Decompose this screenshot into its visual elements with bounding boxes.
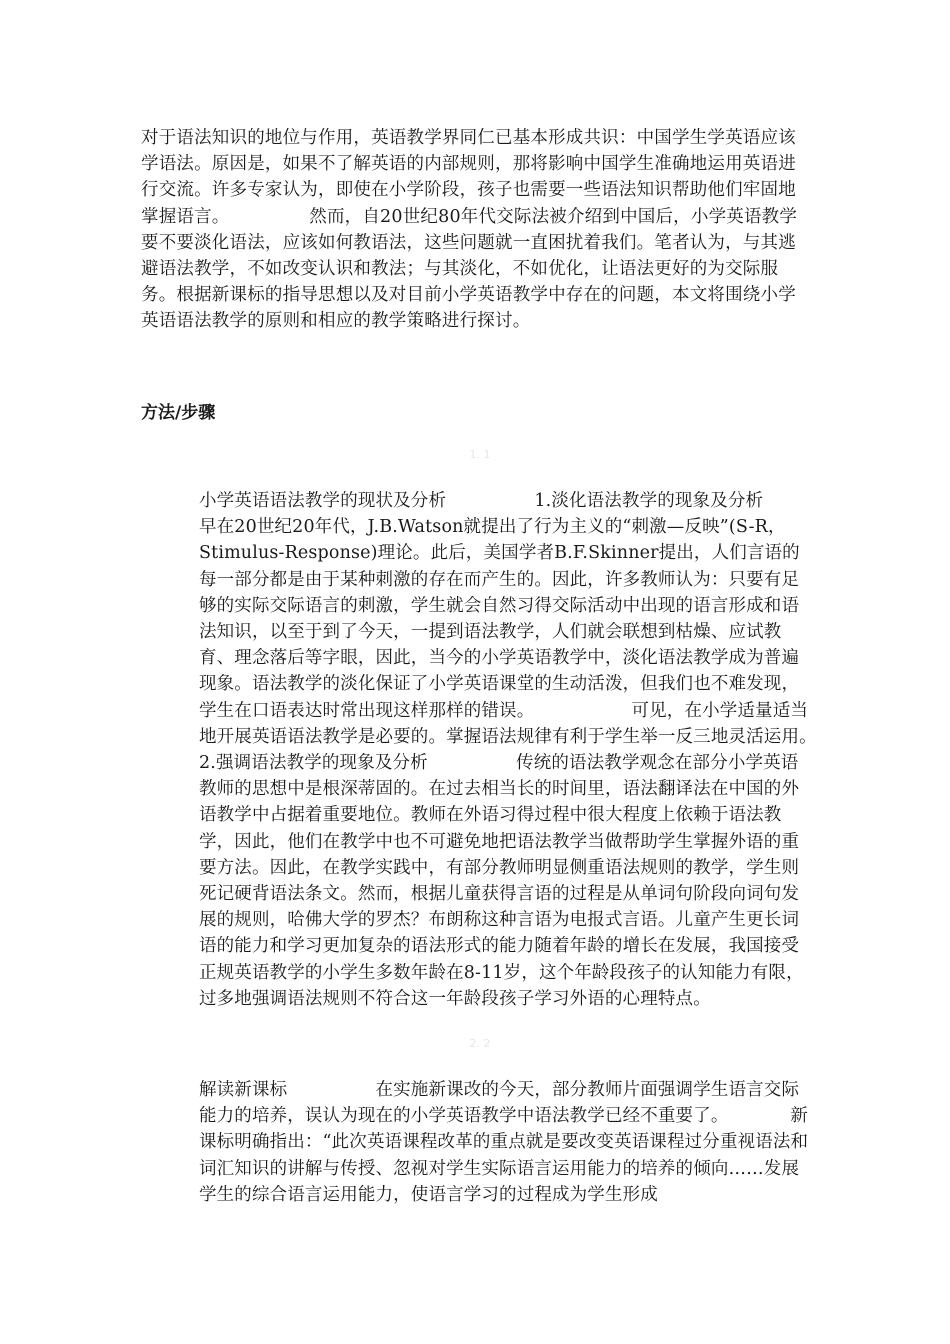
step-2-content: 解读新课标 在实施新课改的今天，部分教师片面强调学生语言交际能力的培养，误认为现在的小学英语教学中语法教学已经不重要了。 新课标明确指出：“此次英语课程改革的重点就是要改变英语课程过分重视语法和词汇知识的讲解与传授、忽视对学生实际语言运用能力的培养的倾向……发展学生的综合语言运用能力，使语言学习的过程成为学生形成 <box>199 1080 809 1205</box>
step-2-marker <box>460 1036 500 1050</box>
step-1-marker <box>460 447 500 461</box>
section-heading: 方法/步骤 <box>141 403 216 423</box>
step-2-marker-label: 2. 2 <box>469 1036 491 1050</box>
step-1-marker-label: 1. 1 <box>469 447 491 461</box>
step-1-content: 小学英语语法教学的现状及分析 1.淡化语法教学的现象及分析 早在20世纪20年代，J.B.Watson就提出了行为主义的“刺激—反映”(S-R，Stimulus-Response)理论。此后，美国学者B.F.Skinner提出，人们言语的每一部分都是由于某种刺激的存在而产生的。因此，许多教师认为：只要有足够的实际交际语言的刺激，学生就会自然习得交际活动中出现的语言形成和语法知识，以至于到了今天，一提到语法教学，人们就会联想到枯燥、应试教育、理念落后等字眼，因此，当今的小学英语教学中，淡化语法教学成为普遍现象。语法教学的淡化保证了小学英语课堂的生动活泼，但我们也不难发现，学生在口语表达时常出现这样那样的错误。 可见，在小学适量适当地开展英语语法教学是必要的。掌握语法规律有利于学生举一反三地灵活运用。 2.强调语法教学的现象及分析 传统的语法教学观念在部分小学英语教师的思想中是根深蒂固的。在过去相当长的时间里，语法翻译法在中国的外语教学中占据着重要地位。教师在外语习得过程中很大程度上依赖于语法教学，因此，他们在教学中也不可避免地把语法教学当做帮助学生掌握外语的重要方法。因此，在教学实践中，有部分教师明显侧重语法规则的教学，学生则死记硬背语法条文。然而，根据儿童获得言语的过程是从单词句阶段向词句发展的规则，哈佛大学的罗杰？布朗称这种言语为电报式言语。儿童产生更长词语的能力和学习更加复杂的语法形式的能力随着年龄的增长在发展，我国接受正规英语教学的小学生多数年龄在8-11岁，这个年龄段孩子的认知能力有限，过多地强调语法规则不符合这一年龄段孩子学习外语的心理特点。 <box>199 491 914 1009</box>
intro-paragraph: 对于语法知识的地位与作用，英语教学界同仁已基本形成共识：中国学生学英语应该学语法。原因是，如果不了解英语的内部规则，那将影响中国学生准确地运用英语进行交流。许多专家认为，即使在小学阶段，孩子也需要一些语法知识帮助他们牢固地掌握语言。 然而，自20世纪80年代交际法被介绍到中国后，小学英语教学要不要淡化语法，应该如何教语法，这些问题就一直困扰着我们。笔者认为，与其逃避语法教学，不如改变认识和教法；与其淡化，不如优化，让语法更好的为交际服务。根据新课标的指导思想以及对目前小学英语教学中存在的问题，本文将围绕小学英语语法教学的原则和相应的教学策略进行探讨。 <box>141 128 798 332</box>
